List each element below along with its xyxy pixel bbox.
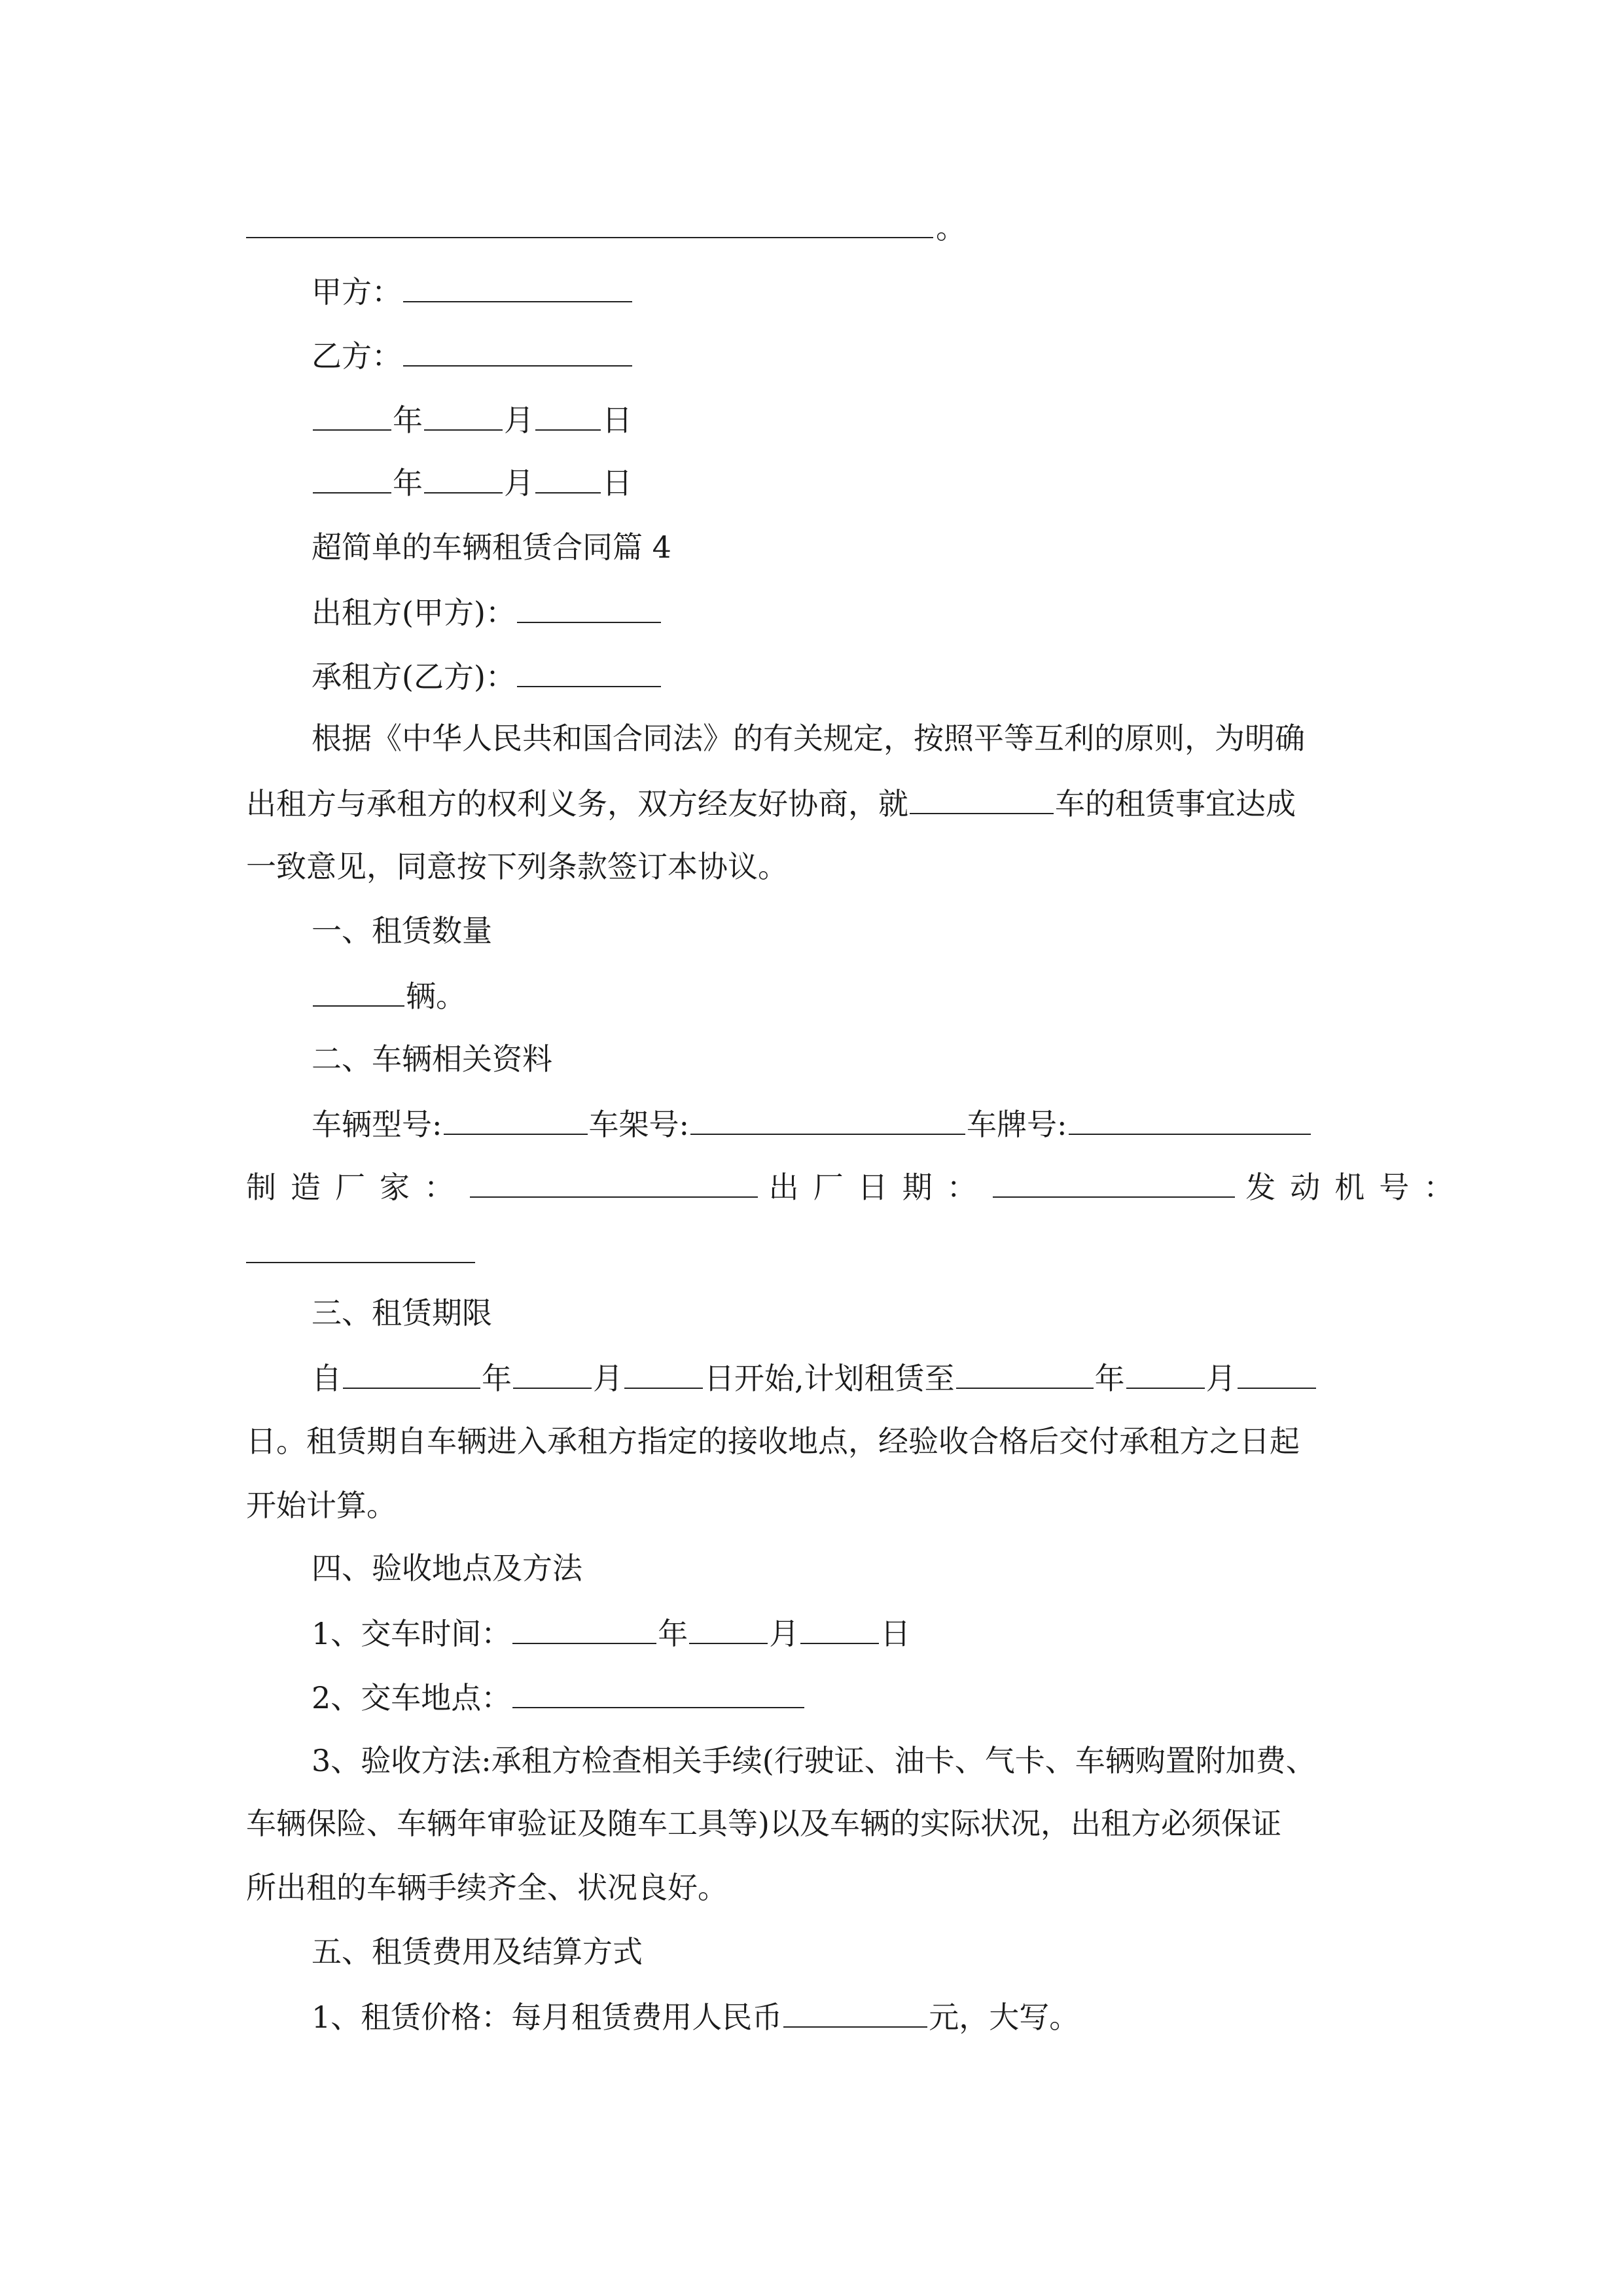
month-blank [424, 399, 503, 431]
model-blank [444, 1103, 588, 1135]
delivery-time-line [312, 1613, 910, 1653]
delivery-day-blank [800, 1613, 879, 1644]
end-year-blank [956, 1357, 1094, 1389]
party-a-signature-line [312, 271, 633, 312]
engine-blank [246, 1262, 475, 1263]
quantity-line [312, 975, 466, 1016]
manufacture-date-blank [993, 1166, 1235, 1198]
manufacture-date-label: 出厂日期： [768, 1170, 991, 1205]
year-blank [313, 399, 391, 431]
top-line-end: 。 [936, 210, 966, 245]
quantity-unit: 辆。 [406, 978, 466, 1014]
plate-blank [1069, 1103, 1311, 1135]
top-blank-line [246, 237, 933, 238]
section-3-title: 三、租赁期限 [312, 1295, 492, 1331]
end-month-blank [1126, 1357, 1205, 1389]
term-line-3: 开始计算。 [246, 1488, 397, 1523]
month-label: 月 [504, 465, 534, 501]
lessor-label: 出租方(甲方)： [312, 595, 516, 630]
lessor-line [312, 592, 662, 632]
year-blank [313, 462, 391, 493]
maker-label: 制造厂家： [246, 1170, 469, 1205]
intro-line-2a: 出租方与承租方的权利义务，双方经友好协商，就 [246, 786, 908, 821]
vehicle-info-line-1 [312, 1103, 1312, 1144]
date-line-2 [312, 462, 632, 503]
delivery-month-label: 月 [769, 1616, 800, 1651]
intro-line-2 [246, 783, 1296, 823]
intro-line-3: 一致意见，同意按下列条款签订本协议。 [246, 849, 788, 884]
party-a-label: 甲方： [312, 274, 402, 310]
term-from: 自 [312, 1361, 342, 1396]
day-label: 日 [602, 465, 632, 501]
month-label: 月 [504, 403, 534, 438]
term-line-1 [312, 1357, 1317, 1398]
start-month-label: 月 [593, 1361, 623, 1396]
delivery-year-label: 年 [658, 1616, 688, 1651]
intro-line-2b: 车的租赁事宜达成 [1055, 786, 1296, 821]
lessee-blank [517, 656, 661, 687]
delivery-day-label: 日 [880, 1616, 911, 1651]
delivery-place-label: 2、交车地点： [312, 1680, 512, 1715]
day-blank [535, 462, 601, 493]
party-b-signature-line [312, 335, 633, 376]
delivery-time-label: 1、交车时间： [312, 1616, 512, 1651]
inspection-line-2: 车辆保险、车辆年审验证及随车工具等)以及车辆的实际状况，出租方必须保证 [246, 1806, 1281, 1841]
start-year-blank [343, 1357, 480, 1389]
end-month-label: 月 [1205, 1361, 1236, 1396]
section-2-title: 二、车辆相关资料 [312, 1041, 552, 1077]
lessee-label: 承租方(乙方)： [312, 659, 516, 694]
start-year-label: 年 [482, 1361, 512, 1396]
delivery-place-line [312, 1677, 806, 1717]
quantity-blank [313, 975, 404, 1007]
rent-price-suffix: 元，大写。 [929, 2000, 1080, 2035]
vehicle-info-line-2 [246, 1166, 1468, 1207]
day-label: 日 [602, 403, 632, 438]
frame-label: 车架号: [588, 1107, 689, 1142]
term-start-text: 日开始,计划租赁至 [704, 1361, 955, 1396]
maker-blank [470, 1166, 758, 1198]
lessee-line [312, 656, 662, 696]
end-day-blank [1238, 1357, 1316, 1389]
section-1-title: 一、租赁数量 [312, 913, 492, 948]
term-line-2: 日。租赁期自车辆进入承租方指定的接收地点，经验收合格后交付承租方之日起 [246, 1424, 1300, 1459]
party-b-label: 乙方： [312, 338, 402, 374]
delivery-place-blank [512, 1677, 804, 1708]
start-month-blank [513, 1357, 592, 1389]
plate-label: 车牌号: [967, 1107, 1067, 1142]
section-heading: 超简单的车辆租赁合同篇 4 [312, 529, 671, 565]
delivery-year-blank [512, 1613, 656, 1644]
start-day-blank [624, 1357, 703, 1389]
year-label: 年 [393, 465, 423, 501]
section-4-title: 四、验收地点及方法 [312, 1551, 582, 1586]
engine-label: 发动机号： [1245, 1170, 1469, 1205]
vehicle-type-blank [910, 783, 1054, 814]
lessor-blank [517, 592, 661, 623]
inspection-line-1: 3、验收方法:承租方检查相关手续(行驶证、油卡、气卡、车辆购置附加费、 [312, 1743, 1316, 1778]
day-blank [535, 399, 601, 431]
year-label: 年 [393, 403, 423, 438]
party-b-blank [403, 335, 632, 367]
section-5-title: 五、租赁费用及结算方式 [312, 1934, 643, 1969]
end-year-label: 年 [1094, 1361, 1125, 1396]
rent-amount-blank [783, 1996, 927, 2028]
rent-price-label: 1、租赁价格：每月租赁费用人民币 [312, 2000, 783, 2035]
party-a-blank [403, 271, 632, 302]
inspection-line-3: 所出租的车辆手续齐全、状况良好。 [246, 1870, 728, 1905]
frame-blank [690, 1103, 965, 1135]
delivery-month-blank [689, 1613, 768, 1644]
model-label: 车辆型号: [312, 1107, 442, 1142]
date-line-1 [312, 399, 632, 440]
rent-price-line [312, 1996, 1079, 2037]
intro-line-1: 根据《中华人民共和国合同法》的有关规定，按照平等互利的原则，为明确 [312, 721, 1305, 756]
month-blank [424, 462, 503, 493]
